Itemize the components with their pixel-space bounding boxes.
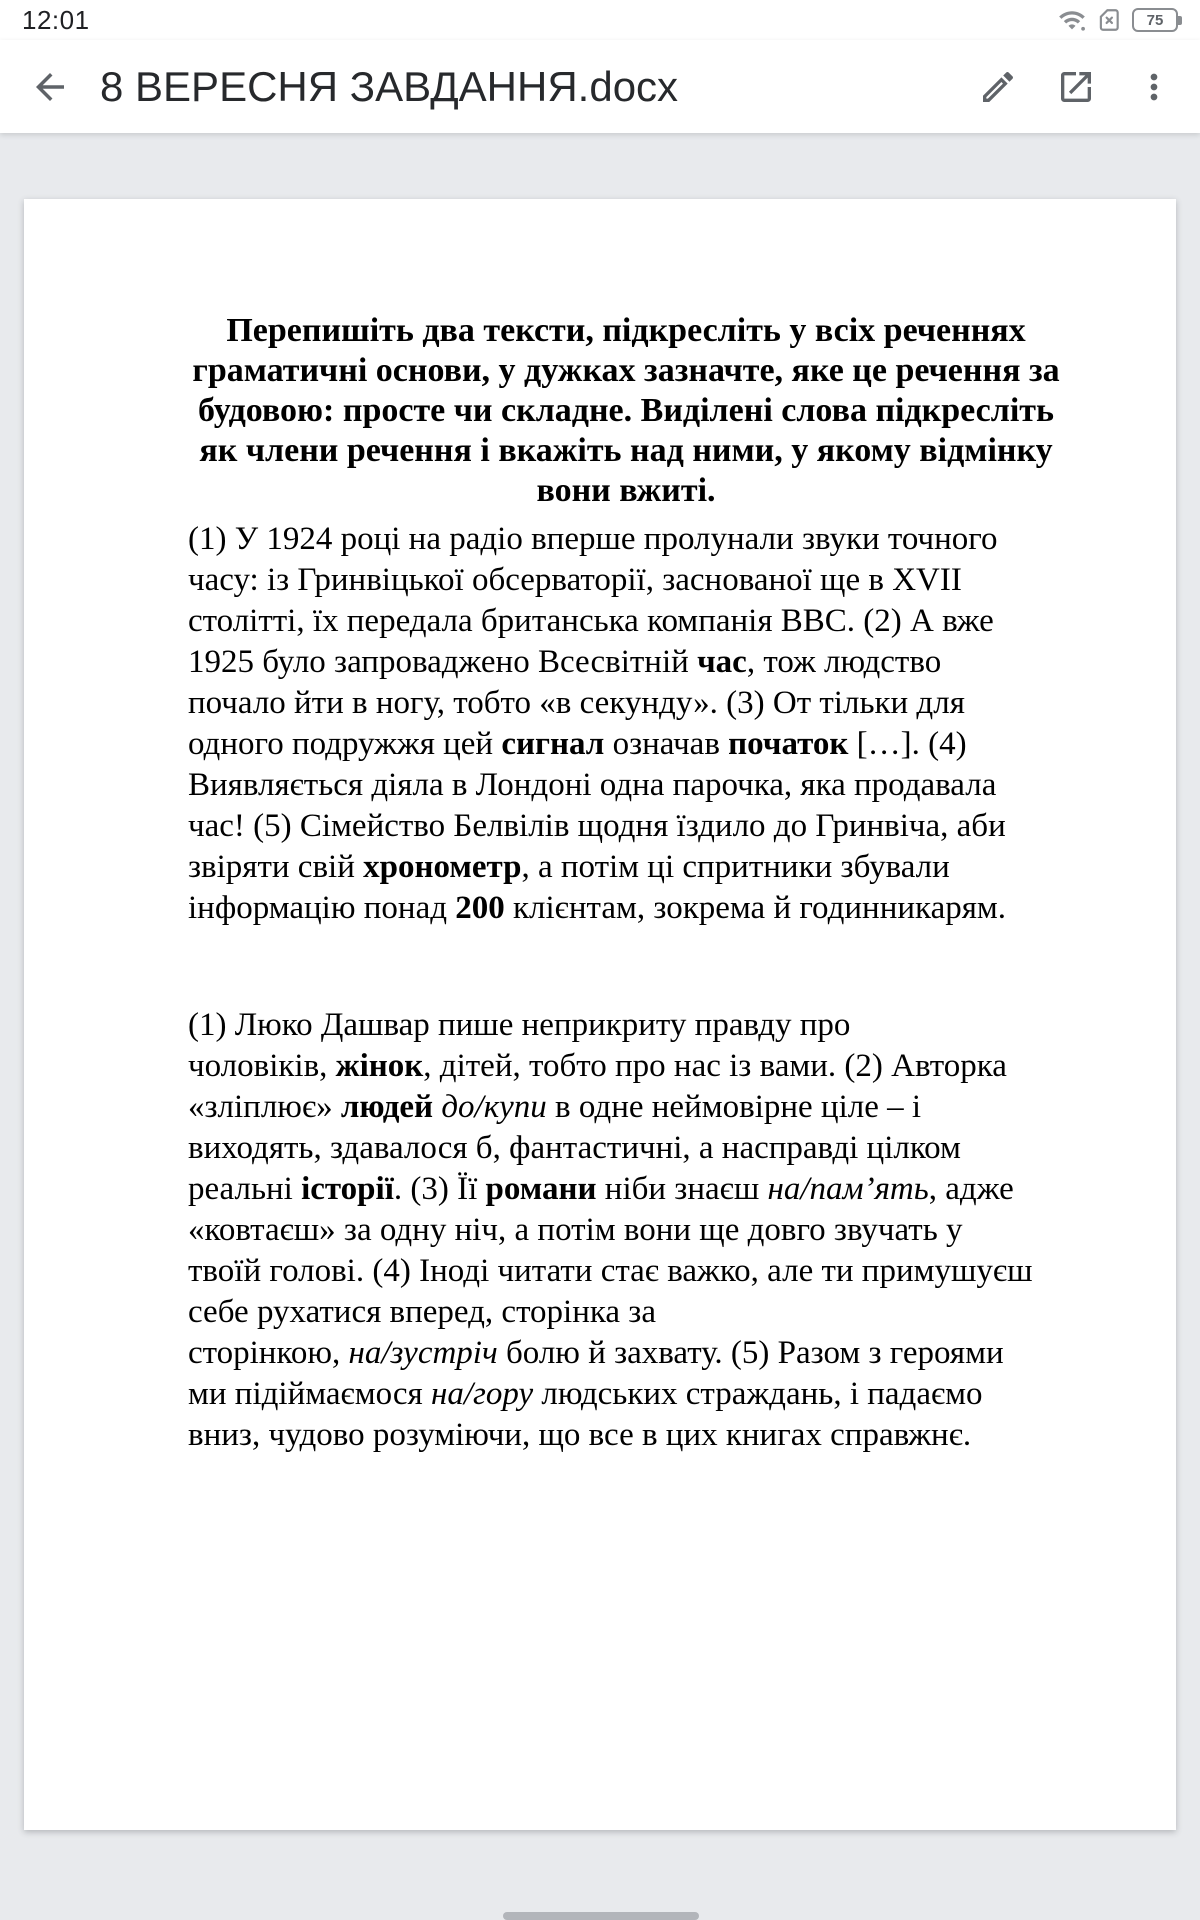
document-line: будовою: просте чи складне. Виділені слова підкресліть xyxy=(198,392,1054,429)
document-line: як члени речення і вкажіть над ними, у якому відмінку xyxy=(199,432,1053,469)
edit-button[interactable] xyxy=(970,59,1026,115)
status-icons xyxy=(1058,6,1178,34)
document-line: твоїй голові. (4) Іноді читати стає важко, але ти примушуєш xyxy=(188,1253,1033,1289)
document-line: почало йти в ногу, тобто «в секунду». (3) От тільки для xyxy=(188,685,965,721)
document-line: «зліплює» людей до/купи в одне неймовірне ціле – і xyxy=(188,1089,922,1125)
document-line: вниз, чудово розуміючи, що все в цих книгах справжнє. xyxy=(188,1417,972,1453)
document-line: Перепишіть два тексти, підкресліть у всіх реченнях xyxy=(226,312,1026,349)
status-time: 12:01 xyxy=(22,4,90,35)
document-line: себе рухатися вперед, сторінка за xyxy=(188,1294,656,1330)
document-page xyxy=(24,199,1176,1830)
wifi-icon xyxy=(1058,6,1086,34)
document-line: граматичні основи, у дужках зазначте, яке це речення за xyxy=(192,352,1060,389)
document-line: 1925 було запроваджено Всесвітній час, тож людство xyxy=(188,644,942,680)
document-viewport[interactable] xyxy=(0,133,1200,1920)
status-bar xyxy=(0,0,1200,40)
arrow-left-icon xyxy=(29,66,71,108)
document-line: часу: із Гринвіцької обсерваторії, заснованої ще в XVII xyxy=(188,562,962,598)
open-in-new-icon xyxy=(1056,67,1096,107)
document-line: (1) Люко Дашвар пише неприкриту правду про xyxy=(188,1007,851,1043)
document-line: інформацію понад 200 клієнтам, зокрема й годинникарям. xyxy=(188,890,1007,926)
gesture-navigation-pill[interactable] xyxy=(503,1912,699,1920)
open-in-new-button[interactable] xyxy=(1048,59,1104,115)
document-line: столітті, їх передала британська компанія ВВС. (2) А вже xyxy=(188,603,994,639)
document-line: виходять, здавалося б, фантастичні, а насправді цілком xyxy=(188,1130,961,1166)
document-line: «ковтаєш» за одну ніч, а потім вони ще довго звучать у xyxy=(188,1212,963,1248)
document-body xyxy=(24,199,1176,1456)
app-bar-actions xyxy=(970,59,1182,115)
document-line: ми підіймаємося на/гору людських страждань, і падаємо xyxy=(188,1376,983,1412)
document-heading xyxy=(188,311,1064,511)
back-button[interactable] xyxy=(22,59,78,115)
document-line: (1) У 1924 році на радіо вперше пролунали звуки точного xyxy=(188,521,998,557)
pencil-icon xyxy=(978,67,1018,107)
document-paragraph-2 xyxy=(188,1005,1064,1456)
document-line: Виявляється діяла в Лондоні одна парочка, яка продавала xyxy=(188,767,997,803)
document-line: час! (5) Сімейство Белвілів щодня їздило до Гринвіча, аби xyxy=(188,808,1006,844)
document-title: 8 ВЕРЕСНЯ ЗАВДАННЯ.docx xyxy=(100,62,679,110)
document-line: чоловіків, жінок, дітей, тобто про нас із вами. (2) Авторка xyxy=(188,1048,1007,1084)
document-line: вони вжиті. xyxy=(536,472,716,509)
kebab-menu-icon xyxy=(1134,67,1174,107)
app-bar xyxy=(0,40,1200,133)
document-line: сторінкою, на/зустріч болю й захвату. (5) Разом з героями xyxy=(188,1335,1004,1371)
document-paragraph-1 xyxy=(188,519,1064,929)
document-line: одного подружжя цей сигнал означав початок […]. (4) xyxy=(188,726,967,762)
sim-missing-icon xyxy=(1096,7,1122,33)
battery-percent: 75 xyxy=(1146,11,1164,29)
document-line: звіряти свій хронометр, а потім ці спритники збували xyxy=(188,849,950,885)
overflow-menu-button[interactable] xyxy=(1126,59,1182,115)
battery-icon xyxy=(1132,8,1178,32)
document-line: реальні історії. (3) Її романи ніби знаєш на/пам’ять, адже xyxy=(188,1171,1014,1207)
